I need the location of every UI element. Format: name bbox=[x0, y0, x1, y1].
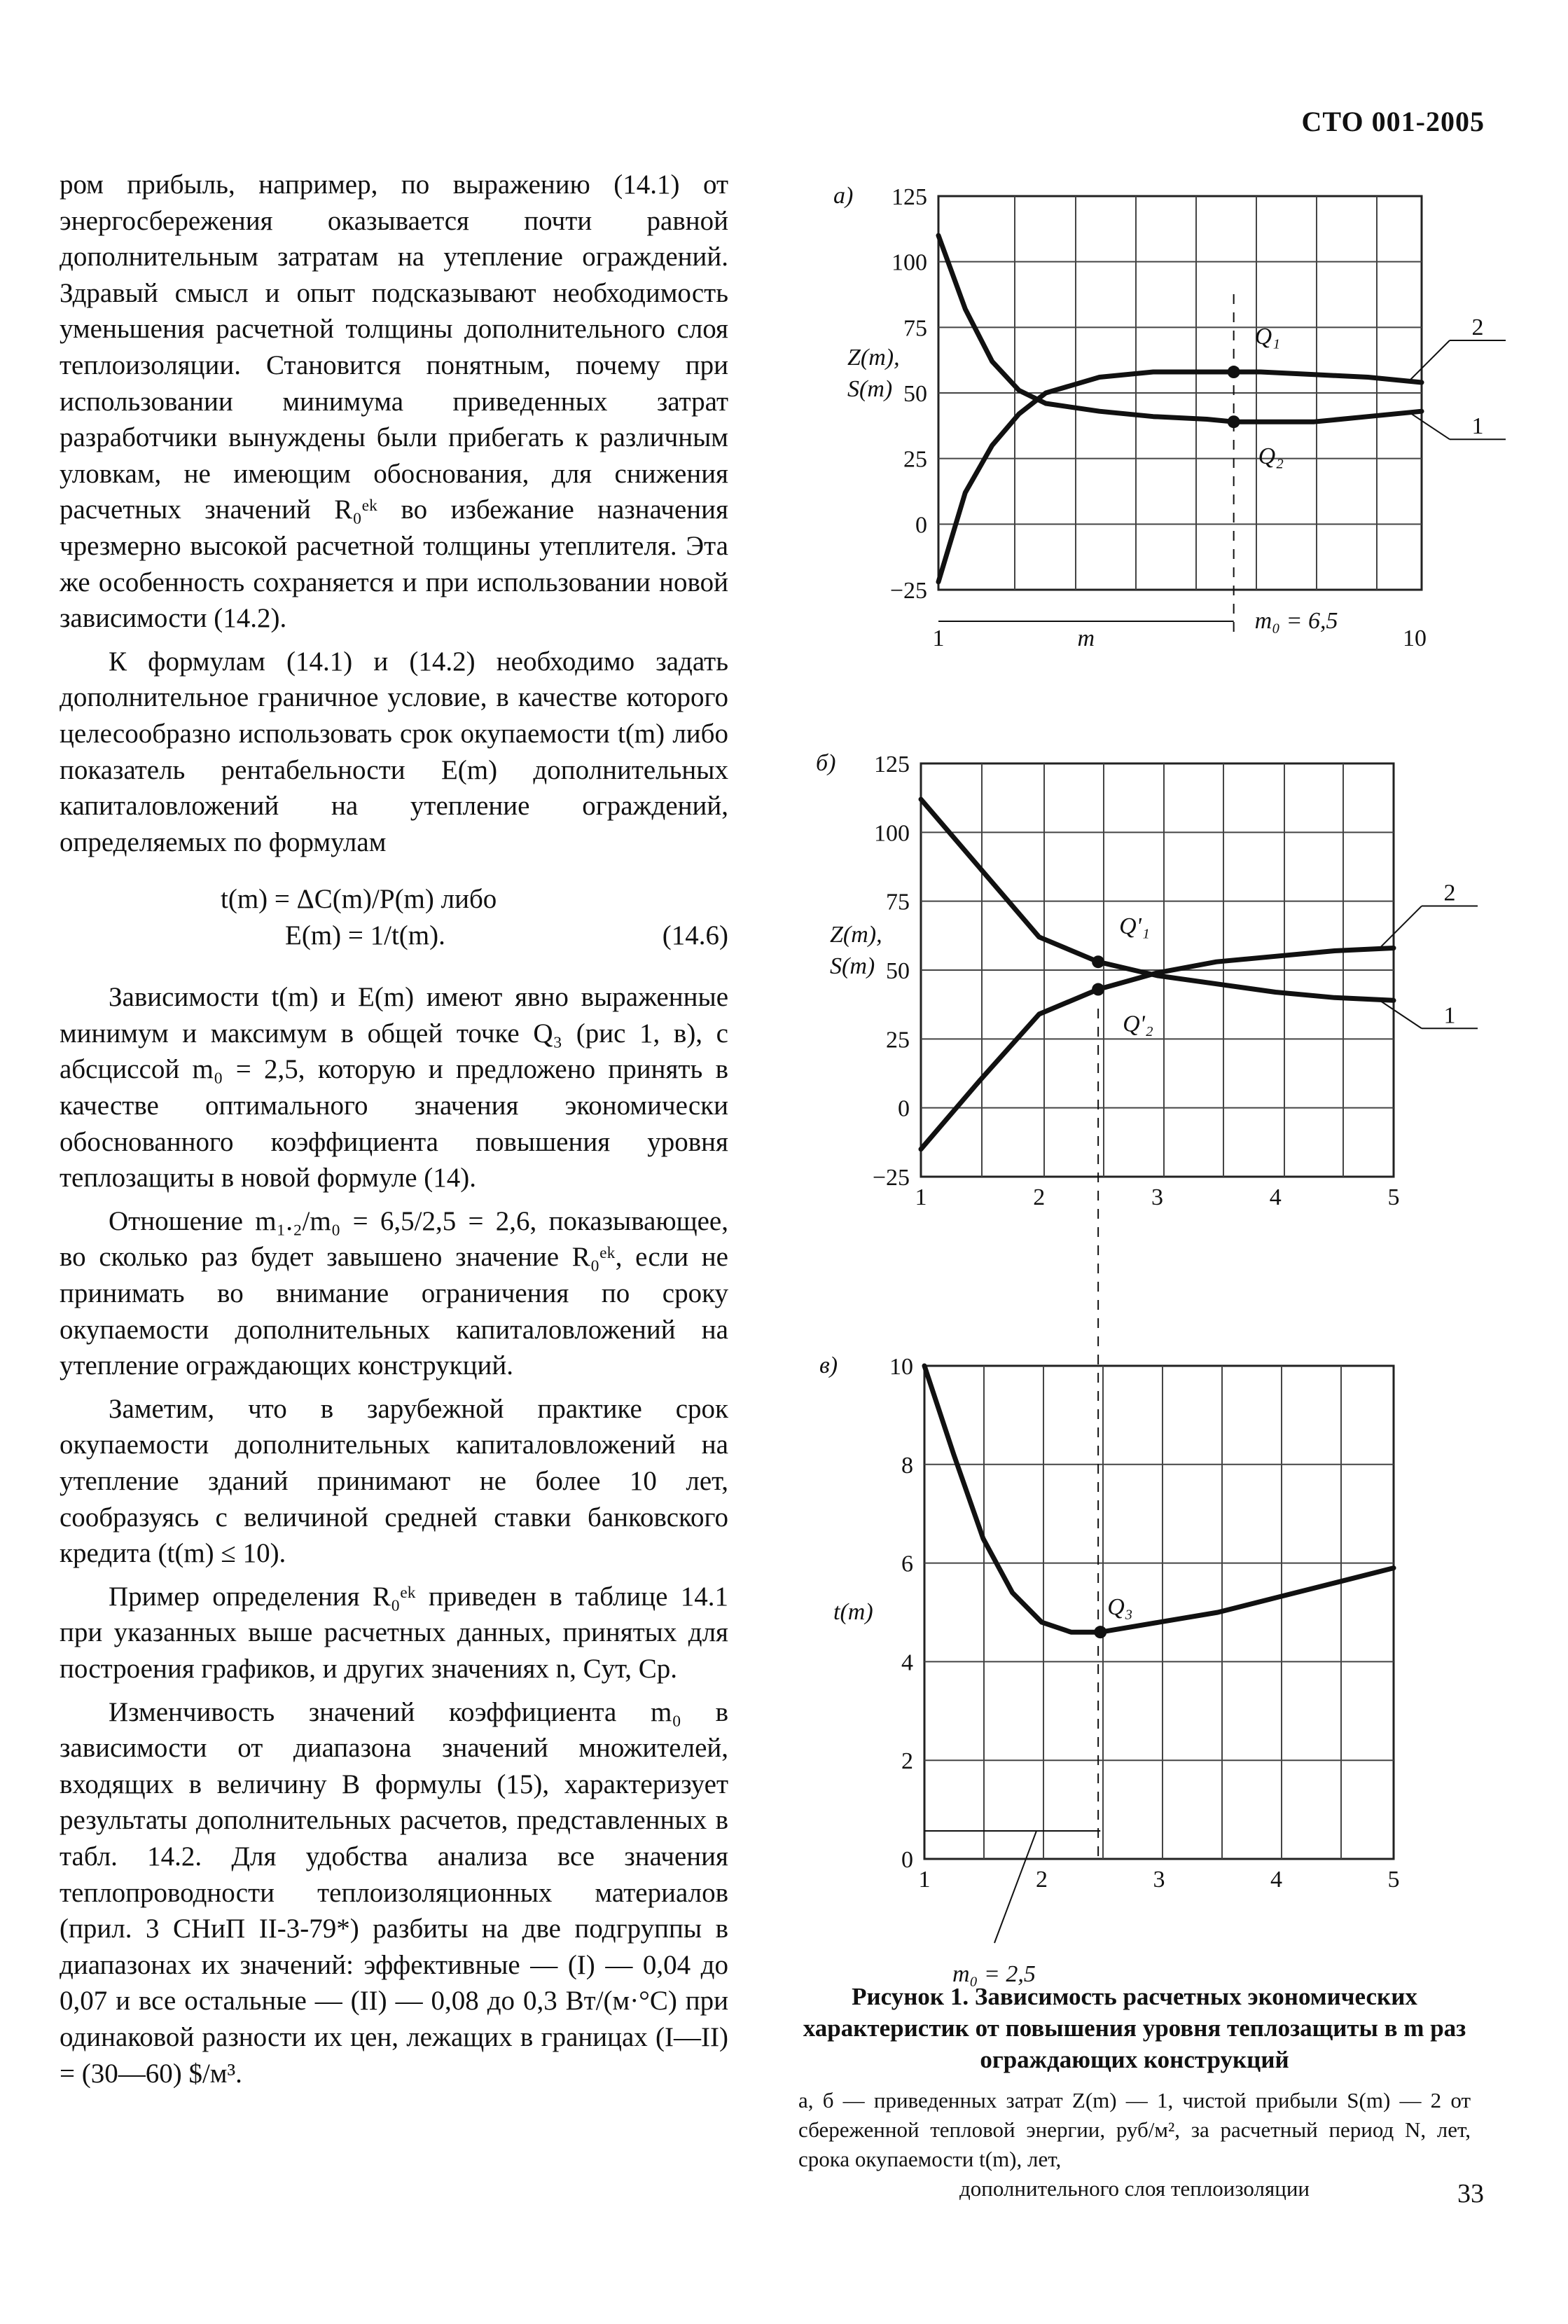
point-label: Q'₁ bbox=[1119, 913, 1150, 940]
series-line-1 bbox=[938, 235, 1422, 422]
mo-label: m₀ = 6,5 bbox=[1254, 608, 1338, 634]
point-label: Q₂ bbox=[1258, 443, 1284, 470]
y-tick-label: 75 bbox=[886, 889, 910, 915]
x-tick-label: 1 bbox=[915, 1184, 927, 1210]
y-tick-label: 0 bbox=[901, 1847, 913, 1873]
series-leader bbox=[1380, 1000, 1422, 1028]
figure-caption-title: Рисунок 1. Зависимость расчетных экономических характеристик от повышения уровня теплозащиты в m раз ограждающих конструкций bbox=[803, 1983, 1466, 2073]
point-label: Q₁ bbox=[1254, 324, 1281, 350]
y-tick-label: 100 bbox=[874, 820, 910, 847]
y-tick-label: 50 bbox=[886, 958, 910, 984]
paragraph-3: Зависимости t(m) и E(m) имеют явно выраженные минимум и максимум в общей точке Q₃ (рис 1, в), с абсциссой m₀ = 2,5, которую и предложено принять в качестве оптимального значения экономически обоснованного коэффициента повышения уровня теплозащиты в новой формуле (14). bbox=[60, 982, 728, 1194]
y-tick-label: 10 bbox=[889, 1354, 913, 1380]
x-tick-label: 4 bbox=[1269, 1184, 1282, 1210]
formula-line-1: t(m) = ΔC(m)/P(m) либо bbox=[221, 884, 497, 915]
formula-line-2: E(m) = 1/t(m). bbox=[285, 920, 445, 951]
mo-label-c: m₀ = 2,5 bbox=[952, 1961, 1036, 1987]
body-text bbox=[60, 167, 728, 2091]
y-tick-label: 100 bbox=[891, 249, 927, 276]
figure-1 bbox=[770, 175, 1555, 1987]
caption-desc-text: а, б — приведенных затрат Z(m) — 1, чистой прибыли S(m) — 2 от сбереженной тепловой энергии, руб/м², за расчетный период N, лет, срока окупаемости t(m), лет, bbox=[798, 2088, 1471, 2171]
chart-3 bbox=[819, 1353, 1400, 1893]
chart-2 bbox=[816, 750, 1478, 1210]
y-axis-label: Z(m), bbox=[847, 345, 900, 371]
point-marker bbox=[1092, 955, 1104, 968]
series-label: 2 bbox=[1471, 314, 1484, 341]
y-tick-label: 25 bbox=[903, 446, 927, 473]
y-axis-label: Z(m), bbox=[830, 922, 882, 948]
y-axis-label: t(m) bbox=[833, 1599, 873, 1625]
x-tick-label: 3 bbox=[1153, 1867, 1165, 1893]
y-axis-label: S(m) bbox=[847, 376, 893, 402]
x-tick-label: 3 bbox=[1151, 1184, 1163, 1210]
chart-frame bbox=[924, 1366, 1394, 1859]
x-tick-label: 2 bbox=[1036, 1867, 1048, 1893]
x-tick-label: 5 bbox=[1387, 1184, 1400, 1210]
series-leader bbox=[1380, 906, 1422, 948]
y-tick-label: 50 bbox=[903, 381, 927, 407]
y-tick-label: 0 bbox=[898, 1095, 910, 1122]
x-tick-label: 4 bbox=[1270, 1867, 1282, 1893]
y-axis-label: S(m) bbox=[830, 953, 875, 979]
page-number: 33 bbox=[1457, 2179, 1484, 2208]
formula-14-6 bbox=[60, 881, 728, 958]
series-leader bbox=[1408, 411, 1450, 439]
paragraph-4: Отношение m₁.₂/m₀ = 6,5/2,5 = 2,6, показывающее, во сколько раз будет завышено значение R₀ᵉᵏ, если не принимать во внимание ограничения по сроку окупаемости дополнительных капиталовложений на утепление ограждающих конструкций. bbox=[60, 1205, 728, 1381]
series-leader bbox=[1408, 340, 1450, 382]
x-tick-label: 5 bbox=[1387, 1867, 1400, 1893]
series-line-2 bbox=[938, 372, 1422, 582]
y-tick-label: 0 bbox=[915, 512, 927, 539]
mo-leader-line bbox=[994, 1831, 1036, 1943]
series-label: 1 bbox=[1443, 1002, 1456, 1029]
chart-1 bbox=[833, 183, 1506, 651]
y-tick-label: 4 bbox=[901, 1649, 913, 1676]
y-tick-label: 75 bbox=[903, 315, 927, 342]
series-line-t bbox=[924, 1366, 1394, 1632]
point-marker bbox=[1094, 1626, 1106, 1638]
y-tick-label: 125 bbox=[891, 184, 927, 210]
paragraph-5: Заметим, что в зарубежной практике срок окупаемости дополнительных капиталовложений на утепление зданий принимают не более 10 лет, сообразуясь с величиной средней ставки банковского кредита (t(m) ≤ 10). bbox=[60, 1393, 728, 1569]
series-label: 1 bbox=[1471, 413, 1484, 440]
y-tick-label: 8 bbox=[901, 1452, 913, 1479]
series-line-2 bbox=[921, 948, 1394, 1149]
document-code: СТО 001-2005 bbox=[1301, 106, 1485, 137]
x-tick-label: 1 bbox=[932, 625, 945, 651]
point-label: Q'₂ bbox=[1123, 1011, 1153, 1037]
caption-desc-last: дополнительного слоя теплоизоляции bbox=[959, 2176, 1310, 2201]
series-label: 2 bbox=[1443, 880, 1456, 906]
paragraph-2: К формулам (14.1) и (14.2) необходимо задать дополнительное граничное условие, в качестве которого целесообразно использовать срок окупаемости t(m) либо показатель рентабельности E(m) дополнительных капиталовложений на утепление ограждений, определяемых по формулам bbox=[60, 646, 728, 857]
y-tick-label: −25 bbox=[872, 1165, 910, 1191]
formula-number: (14.6) bbox=[662, 920, 728, 951]
m-label: m bbox=[1077, 625, 1095, 651]
y-tick-label: 6 bbox=[901, 1551, 913, 1577]
y-tick-label: 25 bbox=[886, 1027, 910, 1053]
x-tick-label: 1 bbox=[918, 1867, 931, 1893]
panel-label: а) bbox=[833, 183, 854, 209]
paragraph-7: Изменчивость значений коэффициента m₀ в зависимости от диапазона значений множителей, входящих в величину B формулы (15), характеризует результаты дополнительных расчетов, представленных в табл. 14.2. Для удобства анализа все значения теплопроводности теплоизоляционных материалов (прил. 3 СНиП II-3-79*) разбиты на две подгруппы в диапазонах их значений: эффективные — (I) — 0,04 до 0,07 и все остальные — (II) — 0,08 до 0,3 Вт/(м·°С) при одинаковой разности их цен, лежащих в границах (I—II) = (30—60) $/м³. bbox=[60, 1696, 728, 2089]
point-marker bbox=[1092, 983, 1104, 996]
y-tick-label: −25 bbox=[889, 578, 927, 604]
point-label: Q₃ bbox=[1107, 1594, 1133, 1621]
panel-label: б) bbox=[816, 750, 836, 776]
paragraph-1: ром прибыль, например, по выражению (14.1) от энергосбережения оказывается почти равной дополнительным затратам на утепление ограждений. Здравый смысл и опыт подсказывают необходимость уменьшения расчетной толщины дополнительного слоя теплоизоляции. Становится понятным, почему при использовании минимума приведенных затрат разработчики вынуждены были прибегать к различным уловкам, не имеющим обоснования, для снижения расчетных значений R₀ᵉᵏ во избежание назначения чрезмерно высокой расчетной толщины утеплителя. Эта же особенность сохраняется и при использовании новой зависимости (14.2). bbox=[60, 170, 728, 634]
figure-caption-description bbox=[798, 2086, 1471, 2204]
y-tick-label: 2 bbox=[901, 1748, 913, 1775]
x-tick-label: 10 bbox=[1403, 625, 1427, 651]
panel-label: в) bbox=[819, 1353, 838, 1378]
paragraph-6: Пример определения R₀ᵉᵏ приведен в таблице 14.1 при указанных выше расчетных данных, принятых для построения графиков, и других значениях n, Cут, Cр. bbox=[60, 1581, 728, 1684]
x-tick-label: 2 bbox=[1033, 1184, 1046, 1210]
y-tick-label: 125 bbox=[874, 752, 910, 777]
